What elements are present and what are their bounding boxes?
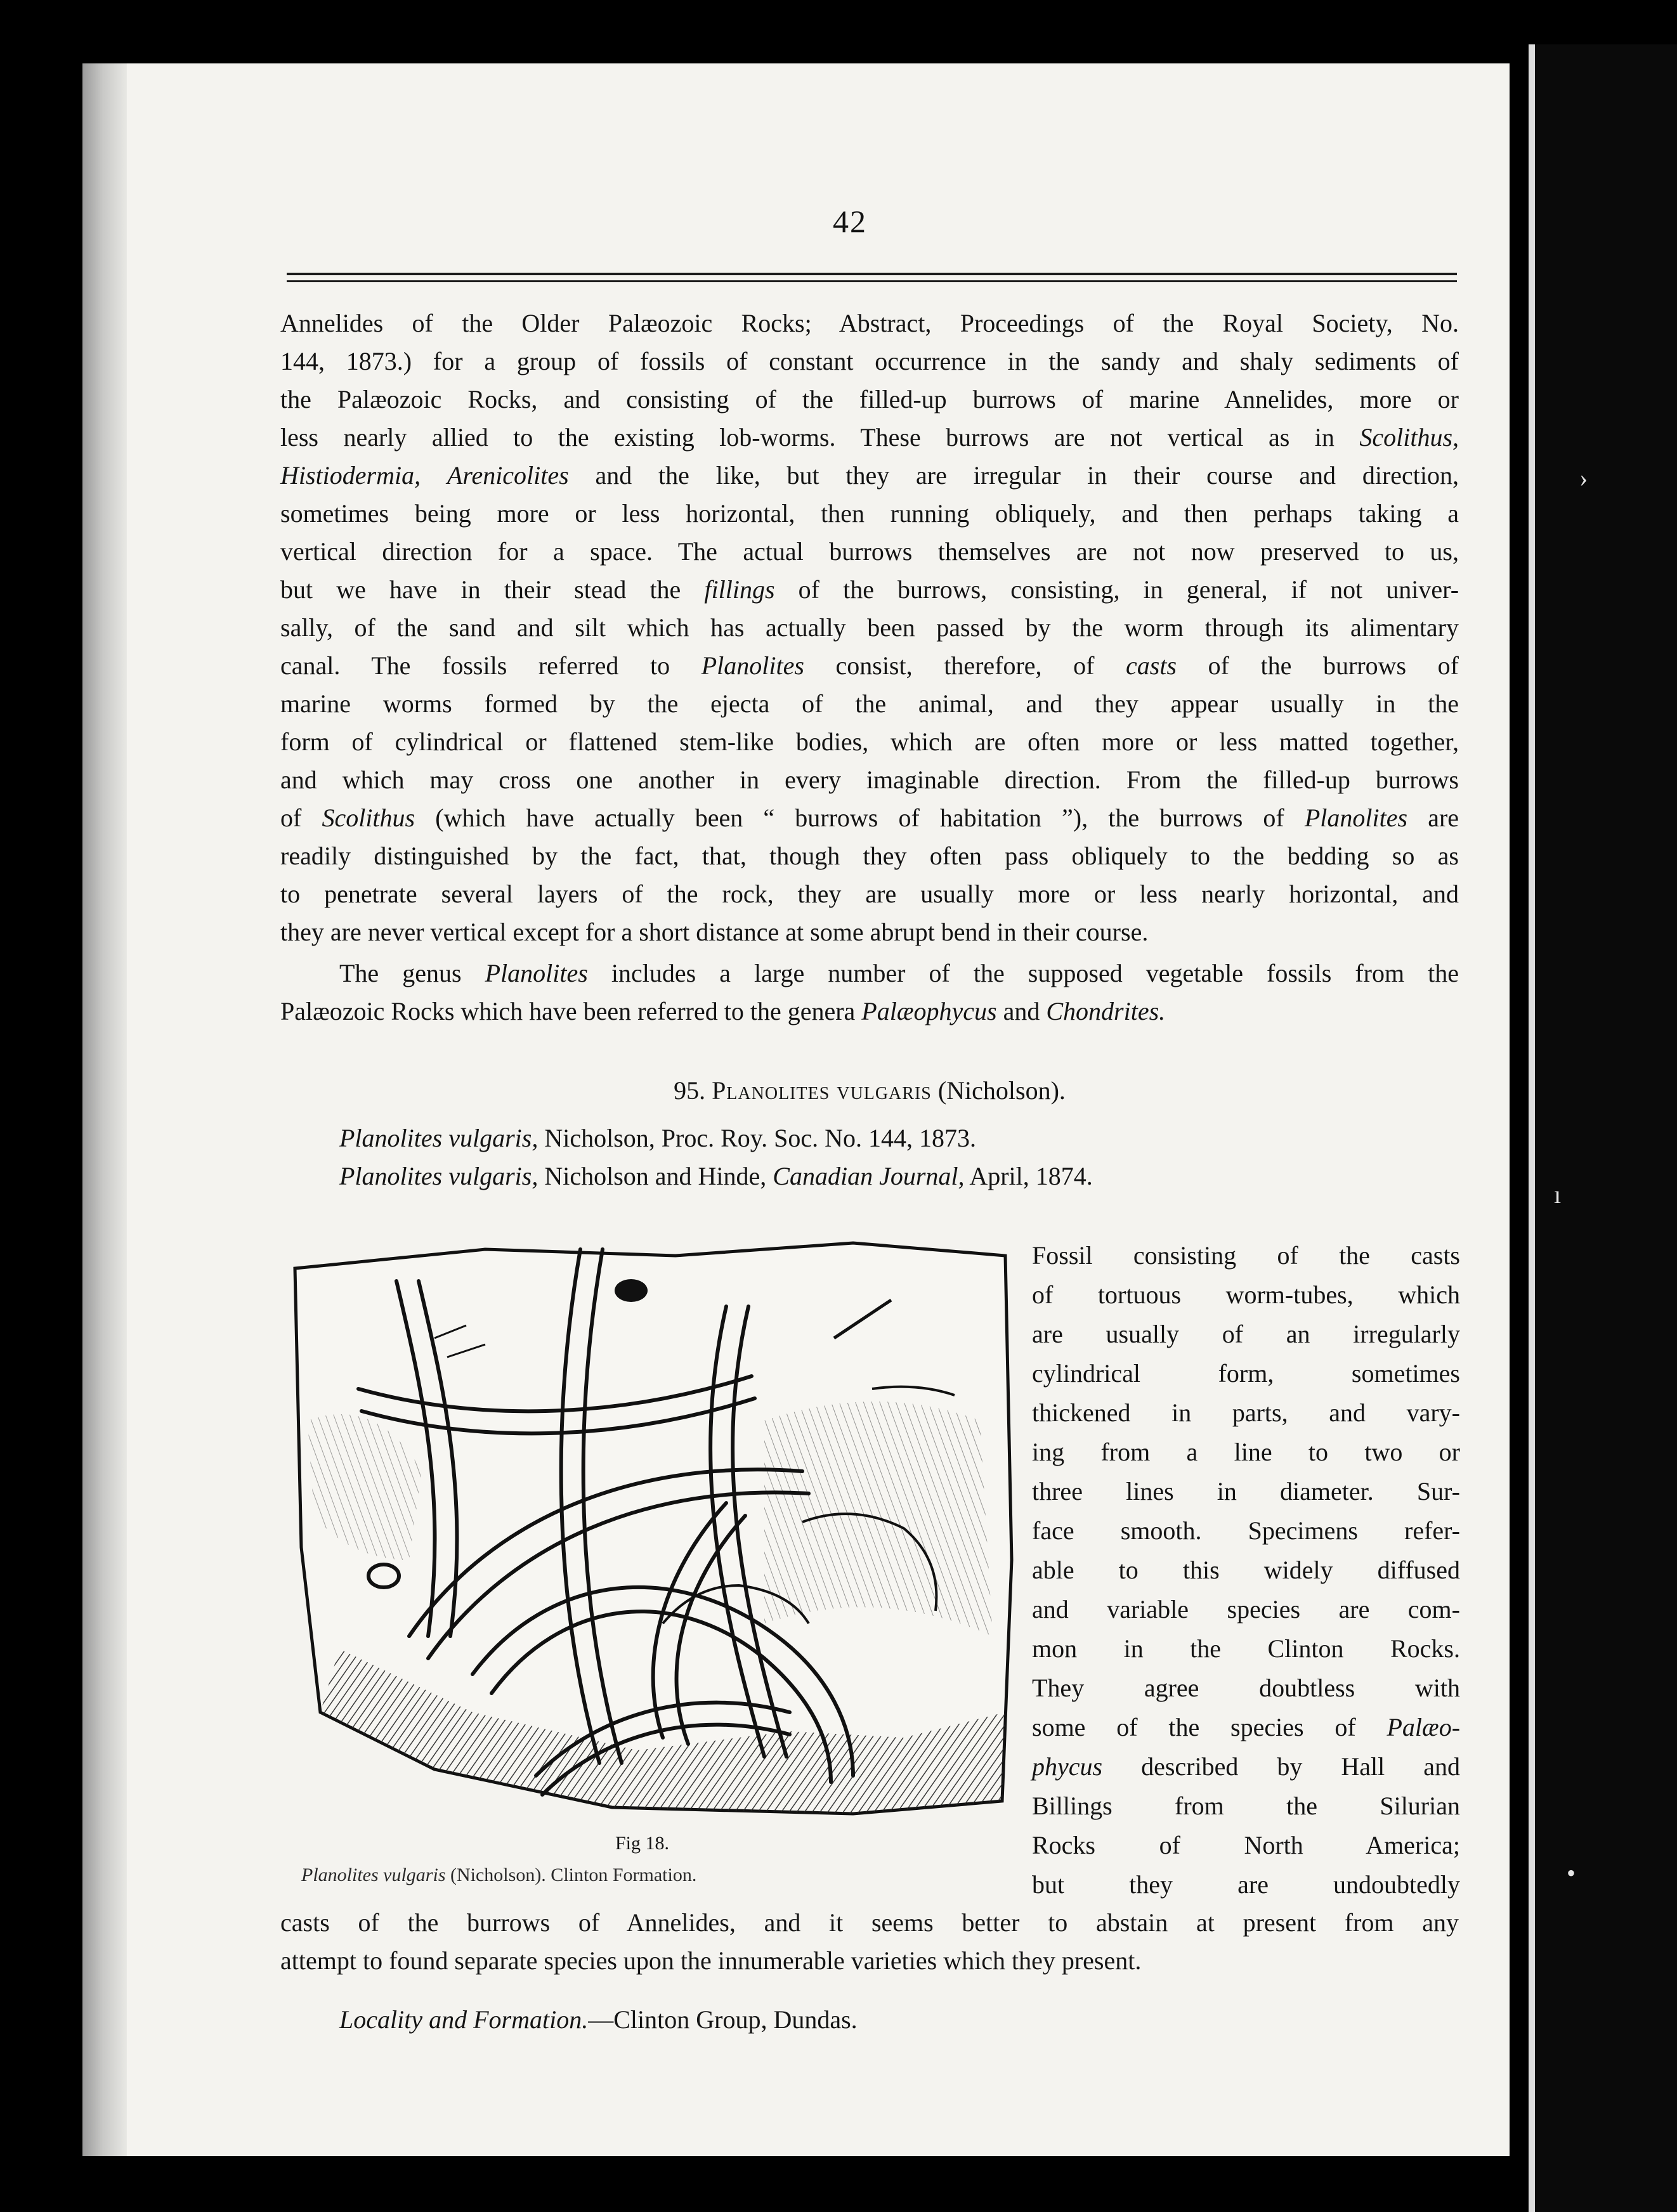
synonym-line: Planolites vulgaris, Nicholson, Proc. Roy. Soc. No. 144, 1873. <box>339 1124 977 1152</box>
figure-caption: Planolites vulgaris (Nicholson). Clinton Formation. <box>301 1864 697 1885</box>
species-name: Planolites vulgaris <box>712 1076 932 1105</box>
synonym-line: Planolites vulgaris, Nicholson and Hinde, Canadian Journal, April, 1874. <box>339 1162 1093 1190</box>
text-line: Fossil consisting of the casts <box>1032 1241 1460 1270</box>
text-line: The genus Planolites includes a large number of the supposed vegetable fossils from the <box>339 959 1459 987</box>
locality-line: Locality and Formation.—Clinton Group, Dundas. <box>339 2005 858 2034</box>
text-line: phycus described by Hall and <box>1032 1752 1460 1781</box>
text-line: but they are undoubtedly <box>1032 1870 1460 1899</box>
text-line: less nearly allied to the existing lob-worms. These burrows are not vertical as in Scolithus, <box>280 423 1459 452</box>
header-rule-bottom <box>287 280 1457 282</box>
text-line: of Scolithus (which have actually been “ burrows of habitation ”), the burrows of Planolites are <box>280 803 1459 832</box>
species-heading: 95. Planolites vulgaris (Nicholson). <box>674 1076 1066 1105</box>
text-line: Annelides of the Older Palæozoic Rocks; Abstract, Proceedings of the Royal Society, No. <box>280 309 1459 337</box>
text-line: and which may cross one another in every imaginable direction. From the filled-up burrows <box>280 765 1459 794</box>
text-line: able to this widely diffused <box>1032 1556 1460 1584</box>
text-line: sally, of the sand and silt which has actually been passed by the worm through its alimentary <box>280 613 1459 642</box>
text-line: and variable species are com- <box>1032 1595 1460 1623</box>
text-line: mon in the Clinton Rocks. <box>1032 1634 1460 1663</box>
text-line: but we have in their stead the fillings of the burrows, consisting, in general, if not univer- <box>280 575 1459 604</box>
text-line: Billings from the Silurian <box>1032 1792 1460 1820</box>
text-line: Histiodermia, Arenicolites and the like, but they are irregular in their course and direction, <box>280 461 1459 490</box>
text-line: ing from a line to two or <box>1032 1438 1460 1466</box>
text-line: marine worms formed by the ejecta of the animal, and they appear usually in the <box>280 689 1459 718</box>
text-line: of tortuous worm-tubes, which <box>1032 1280 1460 1309</box>
text-line: sometimes being more or less horizontal, then running obliquely, and then perhaps taking a <box>280 499 1459 528</box>
text-line: form of cylindrical or flattened stem-like bodies, which are often more or less matted together, <box>280 727 1459 756</box>
text-line: vertical direction for a space. The actual burrows themselves are not now preserved to us, <box>280 537 1459 566</box>
text-line: Palæozoic Rocks which have been referred to the genera Palæophycus and Chondrites. <box>280 997 1166 1025</box>
page-binding-shadow <box>82 63 127 2156</box>
text-line: Rocks of North America; <box>1032 1831 1460 1859</box>
text-line: are usually of an irregularly <box>1032 1320 1460 1348</box>
fossil-figure <box>282 1230 1018 1852</box>
text-line: casts of the burrows of Annelides, and it seems better to abstain at present from any <box>280 1908 1459 1937</box>
text-line: they are never vertical except for a short distance at some abrupt bend in their course. <box>280 918 1149 946</box>
text-line: to penetrate several layers of the rock, they are usually more or less nearly horizontal, and <box>280 880 1459 908</box>
text-line: three lines in diameter. Sur- <box>1032 1477 1460 1506</box>
text-line: the Palæozoic Rocks, and consisting of the filled-up burrows of marine Annelides, more or <box>280 385 1459 413</box>
text-line: thickened in parts, and vary- <box>1032 1398 1460 1427</box>
text-line: attempt to found separate species upon the innumerable varieties which they present. <box>280 1946 1142 1975</box>
text-line: some of the species of Palæo- <box>1032 1713 1461 1741</box>
figure-label: Fig 18. <box>615 1833 670 1854</box>
adjacent-page-edge: › ı • <box>1529 44 1677 2212</box>
text-line: canal. The fossils referred to Planolites consist, therefore, of casts of the burrows of <box>280 651 1459 680</box>
page-number: 42 <box>833 204 867 239</box>
text-line: face smooth. Specimens refer- <box>1032 1516 1460 1545</box>
text-line: 144, 1873.) for a group of fossils of constant occurrence in the sandy and shaly sediments of <box>280 347 1459 375</box>
text-line: readily distinguished by the fact, that, though they often pass obliquely to the bedding so as <box>280 842 1459 870</box>
book-page <box>82 63 1510 2156</box>
text-line: cylindrical form, sometimes <box>1032 1359 1460 1388</box>
text-line: They agree doubtless with <box>1032 1674 1460 1702</box>
header-rule-top <box>287 273 1457 275</box>
